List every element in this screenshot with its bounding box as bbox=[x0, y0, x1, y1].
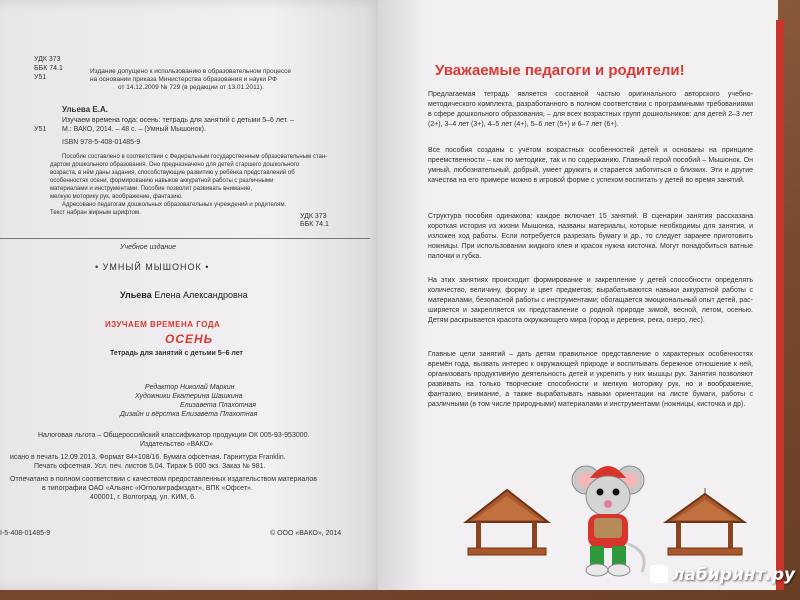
watermark-text: лабиринт.ру bbox=[672, 565, 796, 585]
isbn-bottom: I-5-408-01485-9 bbox=[0, 530, 51, 537]
approval-line: Издание допущено к использованию в образовательном процессе bbox=[90, 68, 291, 75]
isbn: ISBN 978-5-408-01485-9 bbox=[62, 139, 141, 146]
page-heading: Уважаемые педагоги и родители! bbox=[435, 62, 685, 79]
udk-code: УДК 373 bbox=[300, 213, 327, 220]
book-title: ОСЕНЬ bbox=[165, 332, 214, 346]
paragraph: На этих занятиях происходит формирование и закрепление у детей способности определять количество, величину, форму и цвет предметов; вырабатываются навыки аккуратной работы с материалами, безопасной работы с инструментами; обогащается эмоциональный опыт детей, расширяется и закрепляется их представление о родной природе зимой, весной, летом, осенью. Детям раскрывается красота окружающего мира (город и деревня, река, озеро, лес). bbox=[428, 277, 753, 324]
author-short: Ульева Е.А. bbox=[62, 105, 108, 114]
bibliographic-line: Изучаем времена года: осень: тетрадь для занятий с детьми 5–6 лет. – bbox=[62, 117, 294, 124]
red-cover-edge bbox=[776, 20, 784, 590]
paragraph: Предлагаемая тетрадь является составной частью оригинального авторского учебно-методического комплекта, разработанного в полном соответствии с программными требованиями в сфере дошкольного образования, – для всех возрастных групп дошкольников: для детей 2–3 лет (2+), 3–4 лет (3+), 4–5 лет (4+), 5–6 лет (5+) и 6–7 лет (6+). bbox=[428, 91, 753, 128]
left-page bbox=[0, 0, 386, 590]
artist-credit: Елизавета Плахотная bbox=[180, 402, 257, 409]
author-mark: У51 bbox=[34, 74, 47, 81]
artist-credit: Художники Екатерина Шашкина bbox=[135, 393, 243, 400]
annotation-line: Текст набран жирным шрифтом. bbox=[50, 210, 141, 216]
author-mark: У51 bbox=[34, 126, 47, 133]
print-quality-line: Отпечатано в полном соответствии с качеством предоставленных издательством материалов bbox=[10, 476, 317, 483]
bbk-code: ББК 74.1 bbox=[34, 65, 63, 72]
bird-feeder-illustration bbox=[462, 486, 552, 564]
edition-type: Учебное издание bbox=[120, 244, 176, 251]
print-quality-line: в типографии ОАО «Альянс «Югполиграфиздат», ВПК «Офсет». bbox=[42, 485, 253, 492]
annotation-line: возраста, в нём даны задания, способствующие развитию у ребёнка представлений об bbox=[50, 170, 295, 176]
copyright: © ООО «ВАКО», 2014 bbox=[270, 530, 342, 537]
print-line: исано в печать 12.09.2013. Формат 84×108/16. Бумага офсетная. Гарнитура Franklin. bbox=[10, 454, 286, 461]
paragraph: Структура пособия одинакова: каждое включает 15 занятий. В сценарии занятия рассказана короткая история из жизни Мышонка, названы материалы, которые необходимы для занятия, и изложен ход работы. Если потребуется разрезать бумагу и др., то следует заранее приготовить ножницы. При использовании жидкого клея и красок нужна кисточка. Могут понадобиться ватные палочки и губка. bbox=[428, 213, 753, 260]
annotation-line: Пособие составлено в соответствии с Федеральным государственным образовательным стан- bbox=[62, 154, 328, 160]
annotation-line: особенностях осени, формированию навыков аккуратной работы с различными bbox=[50, 178, 274, 184]
workbook-subtitle: Тетрадь для занятий с детьми 5–6 лет bbox=[110, 350, 243, 357]
annotation-line: дартом дошкольного образования. Оно предназначено для детей старшего дошкольного bbox=[50, 162, 300, 168]
bibliographic-line: М.: ВАКО, 2014. – 48 с. – (Умный Мышонок). bbox=[62, 126, 206, 133]
design-credit: Дизайн и вёрстка Елизавета Плахотная bbox=[120, 411, 258, 418]
printer-address: 400001, г. Волгоград, ул. КИМ, 6. bbox=[90, 494, 196, 501]
author-surname: Ульева bbox=[120, 290, 152, 300]
approval-line: на основании приказа Министерства образования и науки РФ bbox=[90, 76, 277, 83]
mouse-character-illustration bbox=[564, 456, 654, 580]
divider bbox=[0, 238, 370, 239]
udk-code: УДК 373 bbox=[34, 56, 61, 63]
bird-feeder-illustration bbox=[662, 488, 748, 564]
author-full bbox=[120, 290, 248, 300]
series-name: • УМНЫЙ МЫШОНОК • bbox=[95, 262, 210, 272]
editor-credit: Редактор Николай Маркин bbox=[145, 384, 235, 391]
annotation-line: материалами и инструментами. Пособие позволит развивать внимание, bbox=[50, 186, 253, 192]
annotation-line: мелкую моторику рук, воображение, фантазию. bbox=[50, 194, 183, 200]
title-top: ИЗУЧАЕМ ВРЕМЕНА ГОДА bbox=[105, 320, 221, 329]
paragraph: Главные цели занятий – дать детям правильное представление о характерных особенностях времён года, вызвать интерес к окружающей природе и воспитывать бережное отношение к ней, организовать продуктивную деятельность детей и укрепить у них мышцы рук. Занятия позволяют развивать на только творческие способности и мелкую моторику рук, но и воображение, фантазию, внимание, а также вырабатывать навыки ориентации на листе бумаги, работы с различными (в том числе природными) материалами и инструментами (ножницы, кисточка и др). bbox=[428, 351, 753, 408]
publisher-name: Издательство «ВАКО» bbox=[140, 441, 213, 448]
author-given-names: Елена Александровна bbox=[151, 290, 248, 300]
labirint-logo-icon bbox=[650, 565, 668, 583]
approval-line: от 14.12.2009 № 729 (в редакции от 13.01.2011). bbox=[118, 84, 264, 91]
bbk-code: ББК 74.1 bbox=[300, 221, 329, 228]
paragraph: Все пособия созданы с учётом возрастных особенностей детей и основаны на принципе преемственности – как по методике, так и по содержанию. Главный герой пособий – Мышонок. Он умный, любознательный, добрый, умеет дружить и старается заботиться о близких. Эти и другие качества на его примере можно в игровой форме с успехом воспитать у детей во время занятий. bbox=[428, 147, 753, 184]
watermark bbox=[650, 565, 795, 585]
print-line: Печать офсетная. Усл. печ. листов 5,04. Тираж 5 000 экз. Заказ № 981. bbox=[34, 463, 266, 470]
tax-line: Налоговая льгота – Общероссийский классификатор продукции ОК 005-93-953000. bbox=[38, 432, 310, 439]
annotation-line: Адресовано педагогам дошкольных образовательных учреждений и родителям. bbox=[62, 202, 287, 208]
